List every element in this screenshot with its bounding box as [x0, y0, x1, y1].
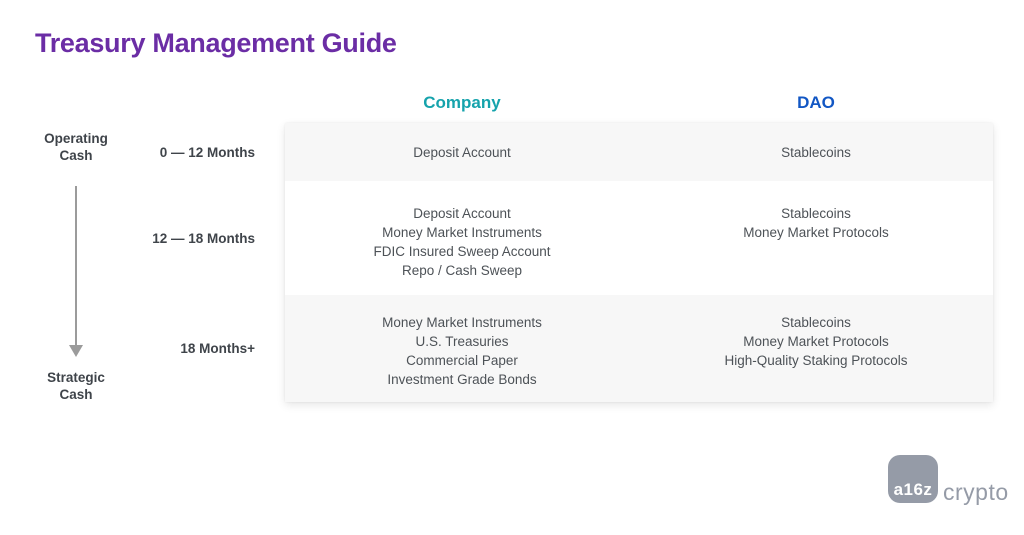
company-cell — [285, 295, 639, 402]
operating-cash-label: Operating Cash — [44, 131, 108, 163]
table-row — [285, 295, 993, 402]
cell-line: Deposit Account — [413, 145, 511, 160]
cell-line: High-Quality Staking Protocols — [724, 353, 908, 368]
cell-line: Money Market Instruments — [382, 225, 542, 240]
table-row — [285, 181, 993, 295]
company-cell — [285, 181, 639, 295]
cell-line: Money Market Instruments — [382, 315, 542, 330]
treasury-table — [140, 88, 993, 402]
column-headers — [285, 88, 993, 123]
period-label: 0 — 12 Months — [159, 144, 255, 160]
crypto-wordmark: crypto — [943, 479, 1009, 505]
cell-line: Repo / Cash Sweep — [401, 263, 523, 278]
cell-line: FDIC Insured Sweep Account — [373, 244, 551, 259]
strategic-cash-label: Strategic Cash — [47, 370, 105, 402]
cell-line: Money Market Protocols — [743, 225, 889, 240]
cell-line: Commercial Paper — [406, 353, 518, 368]
cell-line: U.S. Treasuries — [415, 334, 509, 349]
cell-line: Stablecoins — [781, 145, 851, 160]
cell-line: Money Market Protocols — [743, 334, 889, 349]
company-cell — [285, 123, 639, 181]
column-header-company: Company — [423, 93, 501, 112]
a16z-crypto-logo — [888, 455, 1009, 503]
table-row — [285, 123, 993, 181]
dao-cell — [639, 181, 993, 295]
cell-line: Investment Grade Bonds — [387, 372, 537, 387]
dao-cell — [639, 295, 993, 402]
a16z-logo-mark: a16z — [893, 480, 933, 499]
a16z-logo-icon — [888, 455, 938, 503]
page-title: Treasury Management Guide — [35, 28, 397, 58]
period-label: 12 — 18 Months — [152, 230, 255, 246]
period-label: 18 Months+ — [180, 341, 255, 356]
cell-line: Deposit Account — [413, 206, 511, 221]
cell-line: Stablecoins — [781, 315, 851, 330]
period-column — [140, 123, 285, 402]
cell-line: Stablecoins — [781, 206, 851, 221]
panel-rows — [285, 123, 993, 402]
down-arrow-icon — [69, 345, 83, 357]
column-header-dao: DAO — [797, 93, 835, 112]
dao-cell — [639, 123, 993, 181]
table-body — [140, 123, 993, 402]
down-arrow-line — [75, 186, 77, 346]
